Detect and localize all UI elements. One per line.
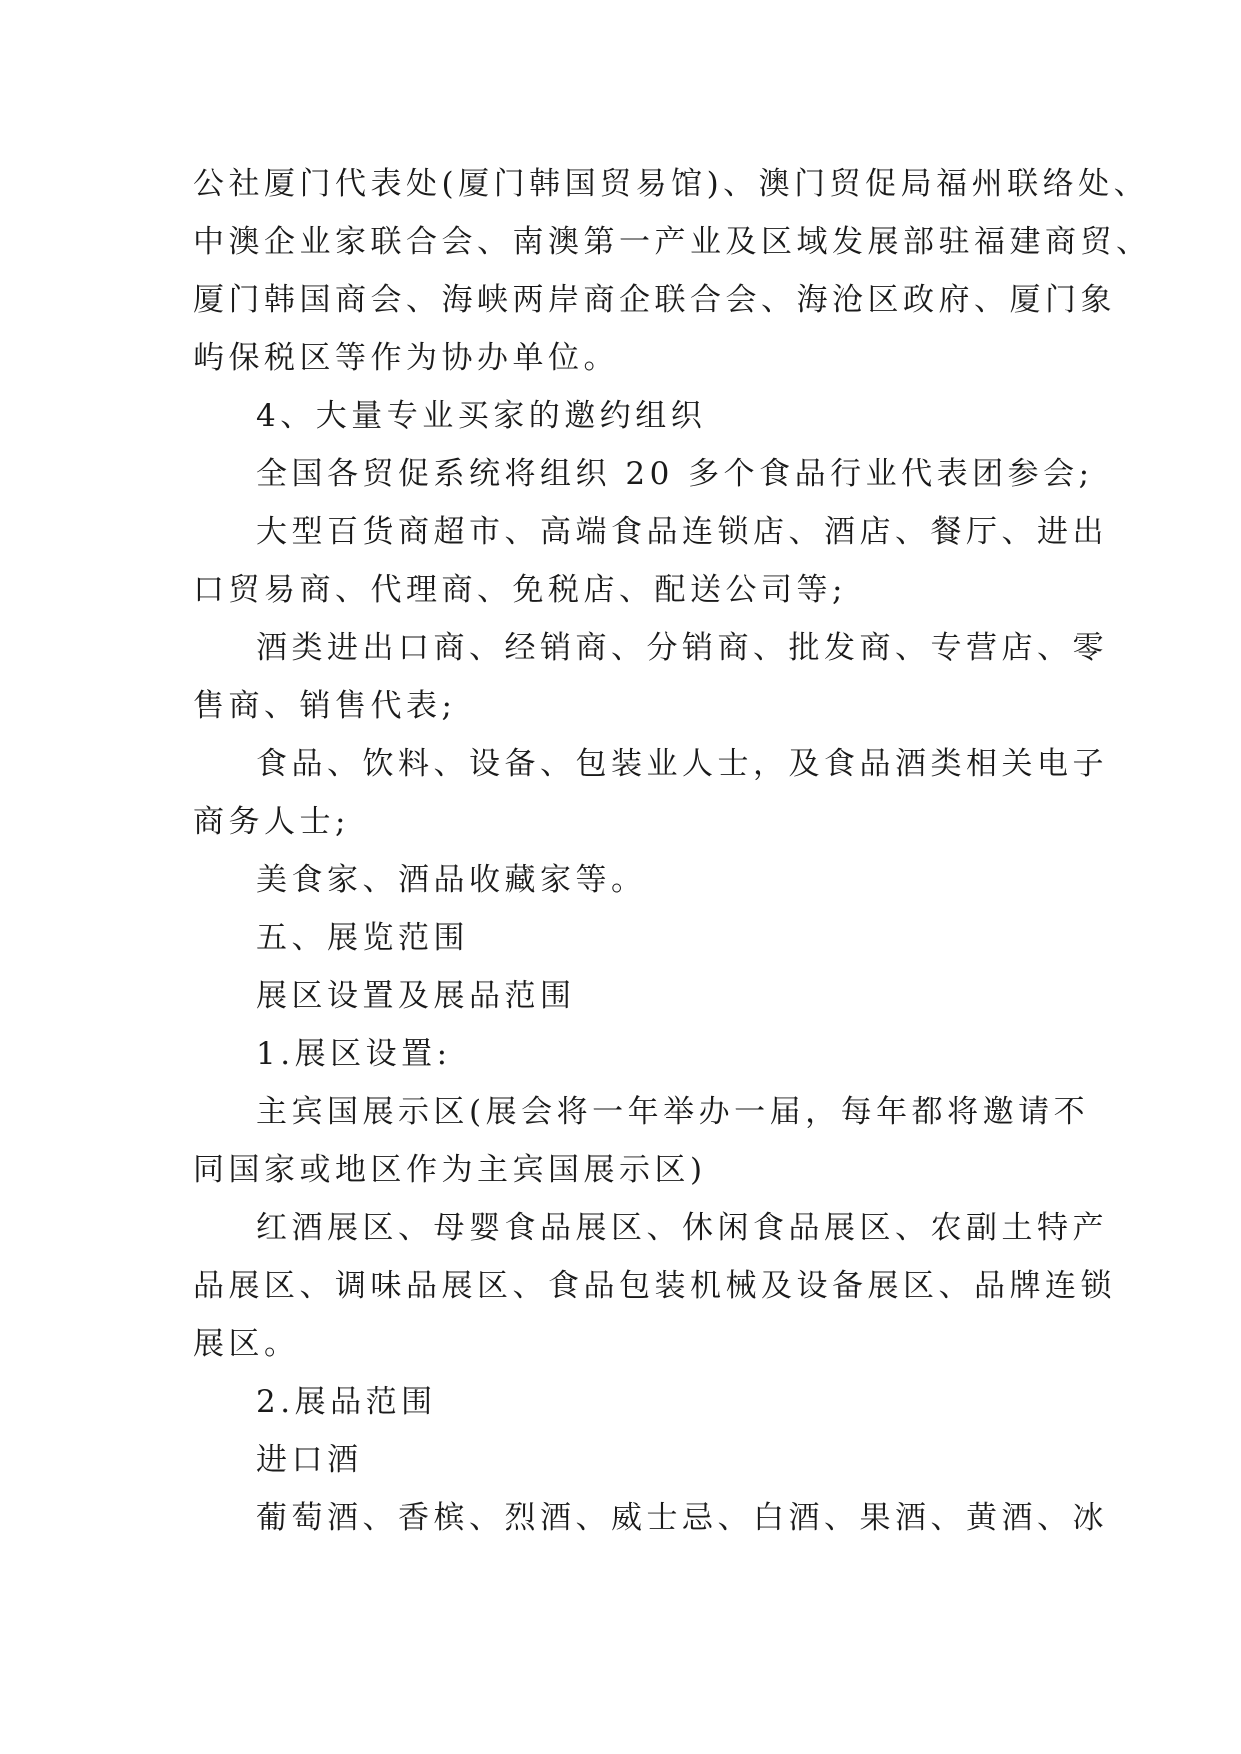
text-line-23: 进口酒: [256, 1442, 363, 1478]
text-line-17: 主宾国展示区(展会将一年举办一届，每年都将邀请不: [256, 1094, 1090, 1130]
text-line-11: 食品、饮料、设备、包装业人士，及食品酒类相关电子: [256, 746, 1108, 782]
text-line-4: 屿保税区等作为协办单位。: [193, 340, 619, 376]
text-line-24: 葡萄酒、香槟、烈酒、威士忌、白酒、果酒、黄酒、冰: [256, 1500, 1108, 1536]
section-heading-5: 五、展览范围: [256, 920, 469, 956]
text-line-10: 售商、销售代表;: [193, 688, 457, 724]
text-line-15: 展区设置及展品范围: [256, 978, 576, 1014]
text-line-21: 展区。: [193, 1326, 300, 1362]
text-line-7: 大型百货商超市、高端食品连锁店、酒店、餐厅、进出: [256, 514, 1108, 550]
text-line-19: 红酒展区、母婴食品展区、休闲食品展区、农副土特产: [256, 1210, 1108, 1246]
text-line-6: 全国各贸促系统将组织 20 多个食品行业代表团参会;: [256, 456, 1094, 492]
text-line-18: 同国家或地区作为主宾国展示区): [193, 1152, 707, 1188]
text-line-20: 品展区、调味品展区、食品包装机械及设备展区、品牌连锁: [193, 1268, 1116, 1304]
text-line-22: 2.展品范围: [256, 1384, 437, 1420]
text-line-3: 厦门韩国商会、海峡两岸商企联合会、海沧区政府、厦门象: [193, 282, 1116, 318]
text-line-16: 1.展区设置:: [256, 1036, 452, 1072]
text-line-2: 中澳企业家联合会、南澳第一产业及区域发展部驻福建商贸、: [193, 224, 1152, 260]
text-line-9: 酒类进出口商、经销商、分销商、批发商、专营店、零: [256, 630, 1108, 666]
text-line-13: 美食家、酒品收藏家等。: [256, 862, 647, 898]
text-line-12: 商务人士;: [193, 804, 350, 840]
text-line-5: 4、大量专业买家的邀约组织: [256, 398, 707, 434]
text-line-8: 口贸易商、代理商、免税店、配送公司等;: [193, 572, 847, 608]
text-line-1: 公社厦门代表处(厦门韩国贸易馆)、澳门贸促局福州联络处、: [193, 166, 1150, 202]
